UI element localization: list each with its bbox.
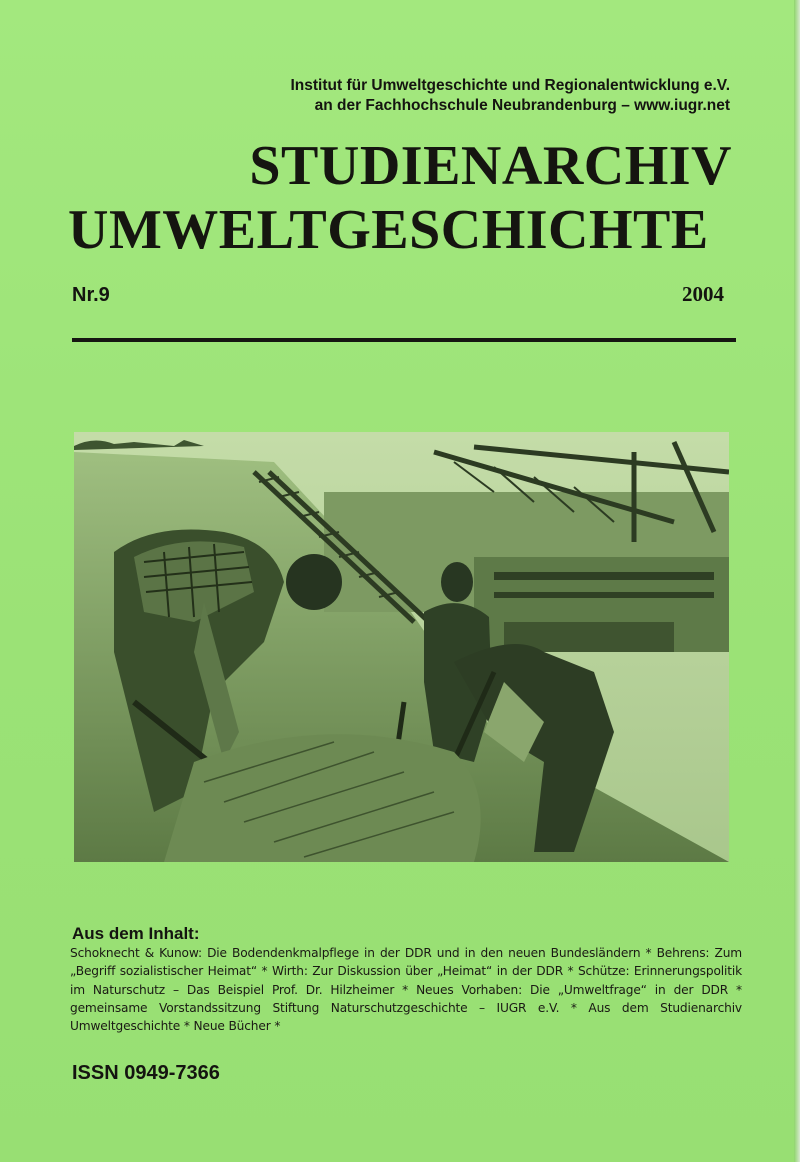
publisher-institute	[290, 76, 730, 116]
cover-photo	[74, 432, 729, 862]
page-edge	[794, 0, 800, 1162]
contents-heading: Aus dem Inhalt:	[72, 924, 200, 943]
journal-title	[68, 134, 732, 262]
title-line-2: UMWELTGESCHICHTE	[68, 199, 709, 261]
cover-photo-illustration	[74, 432, 729, 862]
title-line-1: STUDIENARCHIV	[249, 135, 732, 197]
title-divider	[72, 338, 736, 342]
issn-number: ISSN 0949-7366	[72, 1062, 220, 1084]
contents-list: Schoknecht & Kunow: Die Bodendenkmalpflege in der DDR und in den neuen Bundesländern * Behrens: Zum „Begriff sozialistischer Heimat“ * Wirth: Zur Diskussion über „Heimat“ in der DDR * Schütze: Erinnerungspolitik im Naturschutz – Das Beispiel Prof. Dr. Hilzheimer * Neues Vorhaben: Die „Umweltfrage“ in der DDR * gemeinsame Vorstandssitzung Stiftung Naturschutzgeschichte – IUGR e.V. * Aus dem Studienarchiv Umweltgeschichte * Neue Bücher *	[70, 946, 742, 1034]
issue-number: Nr.9	[72, 284, 110, 306]
institute-line-1: Institut für Umweltgeschichte und Regionalentwicklung e.V.	[290, 77, 730, 94]
issue-year: 2004	[682, 282, 724, 306]
institute-line-2: an der Fachhochschule Neubrandenburg – www.iugr.net	[314, 97, 730, 114]
